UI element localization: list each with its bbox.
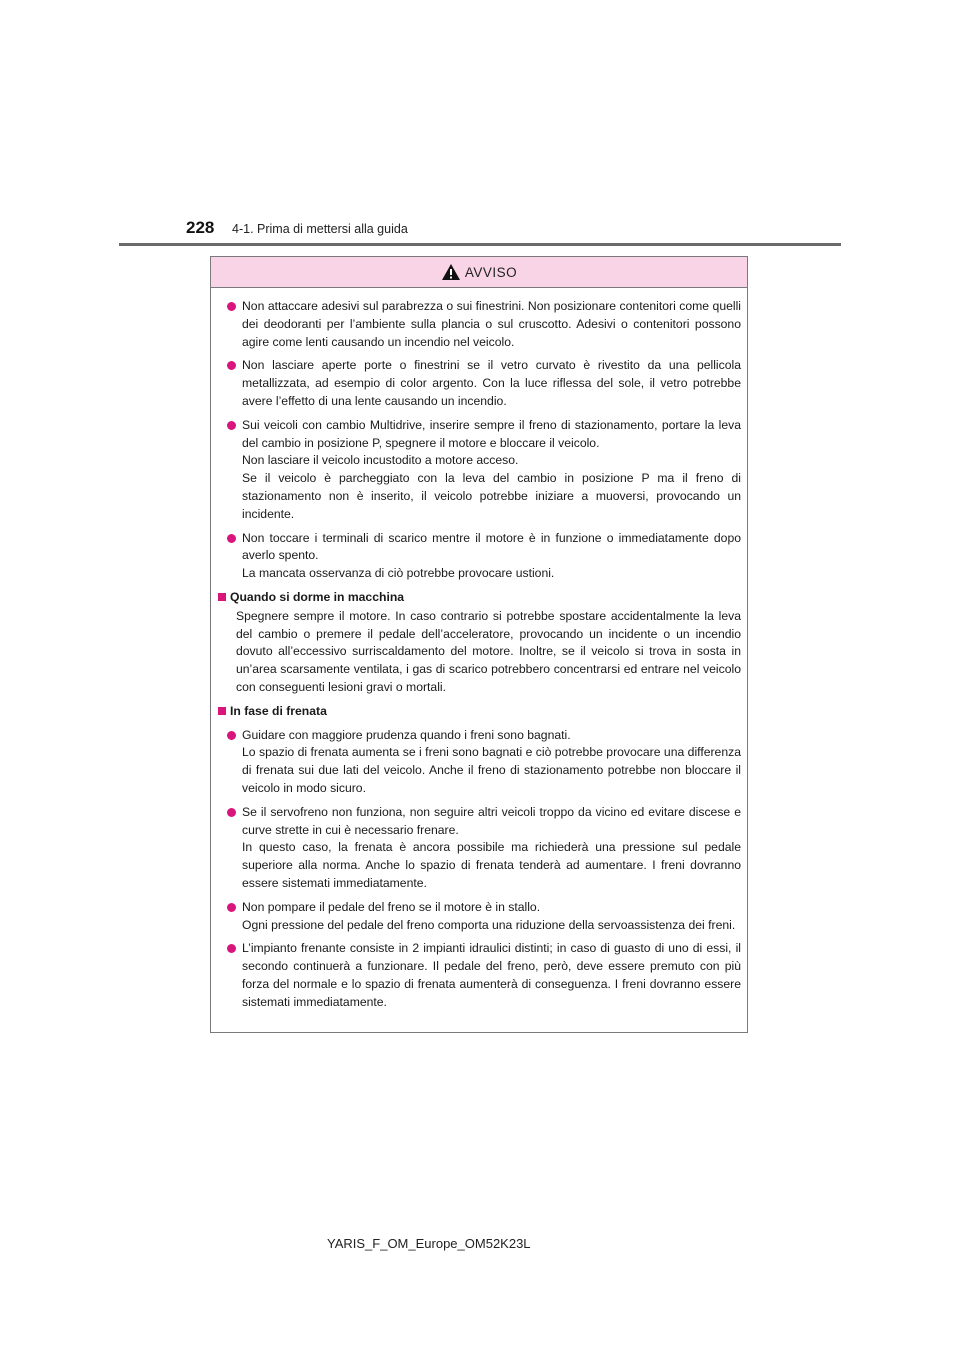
bullet-dot-icon: [227, 731, 236, 740]
page-number: 228: [186, 218, 215, 237]
warning-bullet: [217, 298, 741, 351]
bullet-text: Non lasciare il veicolo incustodito a motore acceso.: [242, 453, 519, 468]
section-square-icon: [218, 707, 226, 715]
bullet-dot-icon: [227, 361, 236, 370]
section-braking: [217, 703, 741, 721]
bullet-text: La mancata osservanza di ciò potrebbe provocare ustioni.: [242, 566, 555, 581]
bullet-text: Sui veicoli con cambio Multidrive, inserire sempre il freno di stazionamento, portare la leva del cambio in posizione P, spegnere il motore e bloccare il veicolo.: [242, 417, 741, 450]
bullet-text: Non attaccare adesivi sul parabrezza o sui finestrini. Non posizionare contenitori come quelli dei deodoranti per l’ambiente sulla plancia o sul cruscotto. Adesivi o contenitori possono agire come lenti causando un incendio nel veicolo.: [242, 299, 741, 349]
warning-triangle-icon: [441, 263, 461, 281]
warning-box: [210, 256, 748, 1033]
bullet-text: In questo caso, la frenata è ancora possibile ma richiederà una pressione sul pedale superiore alla norma. Anche lo spazio di frenata tenderà ad aumentare. I freni dovranno essere sistemati immediatamente.: [242, 840, 741, 890]
warning-header: [211, 257, 747, 288]
bullet-text: Non pompare il pedale del freno se il motore è in stallo.: [242, 899, 541, 914]
bullet-dot-icon: [227, 903, 236, 912]
bullet-dot-icon: [227, 944, 236, 953]
footer-doc-code: YARIS_F_OM_Europe_OM52K23L: [327, 1236, 531, 1251]
bullet-dot-icon: [227, 302, 236, 311]
bullet-text: Se il veicolo è parcheggiato con la leva del cambio in posizione P ma il freno di stazionamento non è inserito, il veicolo potrebbe iniziare a muoversi, provocando un incidente.: [242, 471, 741, 521]
braking-bullet: [217, 727, 741, 798]
warning-bullet: [217, 530, 741, 583]
bullet-dot-icon: [227, 808, 236, 817]
braking-bullet: [217, 804, 741, 893]
bullet-text: L’impianto frenante consiste in 2 impianti idraulici distinti; in caso di guasto di uno di essi, il secondo continuerà a funzionare. Il pedale del freno, però, deve essere premuto con più forza del normale e lo spazio di frenata aumenterà di conseguenza. I freni dovranno essere sistemati immediatamente.: [242, 941, 741, 1009]
bullet-dot-icon: [227, 534, 236, 543]
section-heading: Quando si dorme in macchina: [230, 589, 405, 604]
bullet-text: Ogni pressione del pedale del freno comporta una riduzione della servoassistenza dei freni.: [242, 917, 736, 932]
section-heading: In fase di frenata: [230, 703, 327, 718]
section-square-icon: [218, 593, 226, 601]
bullet-text: Lo spazio di frenata aumenta se i freni sono bagnati e ciò potrebbe provocare una differenza di frenata sui due lati del veicolo. Anche il freno di stazionamento potrebbe non bloccare il veicolo in modo sicuro.: [242, 745, 741, 795]
section-text: Spegnere sempre il motore. In caso contrario si potrebbe spostare accidentalmente la leva del cambio o premere il pedale dell’acceleratore, provocando un incidente o un incendio dovuto all’eccessivo surriscaldamento del motore. Inoltre, se il veicolo si trova in sosta in un’area scarsamente ventilata, i gas di scarico potrebbero concentrarsi ed entrare nel veicolo con conseguenti lesioni gravi o mortali.: [236, 608, 741, 694]
warning-bullet: [217, 417, 741, 524]
warning-bullet: [217, 357, 741, 410]
bullet-text: Se il servofreno non funziona, non seguire altri veicoli troppo da vicino ed evitare discese e curve strette in cui è necessario frenare.: [242, 804, 741, 837]
section-sleeping: [217, 589, 741, 697]
warning-body: [211, 288, 747, 1011]
warning-title: AVVISO: [464, 264, 518, 280]
bullet-text: Non toccare i terminali di scarico mentre il motore è in funzione o immediatamente dopo averlo spento.: [242, 530, 741, 563]
header-divider: [119, 243, 841, 246]
bullet-dot-icon: [227, 421, 236, 430]
bullet-text: Guidare con maggiore prudenza quando i freni sono bagnati.: [242, 727, 571, 742]
braking-bullet: [217, 899, 741, 935]
section-title: 4-1. Prima di mettersi alla guida: [232, 222, 408, 236]
bullet-text: Non lasciare aperte porte o finestrini se il vetro curvato è rivestito da una pellicola metallizzata, ad esempio di color argento. Con la luce riflessa del sole, il vetro potrebbe avere l’effetto di una lente causando un incendio.: [242, 358, 741, 408]
braking-bullet: [217, 940, 741, 1011]
